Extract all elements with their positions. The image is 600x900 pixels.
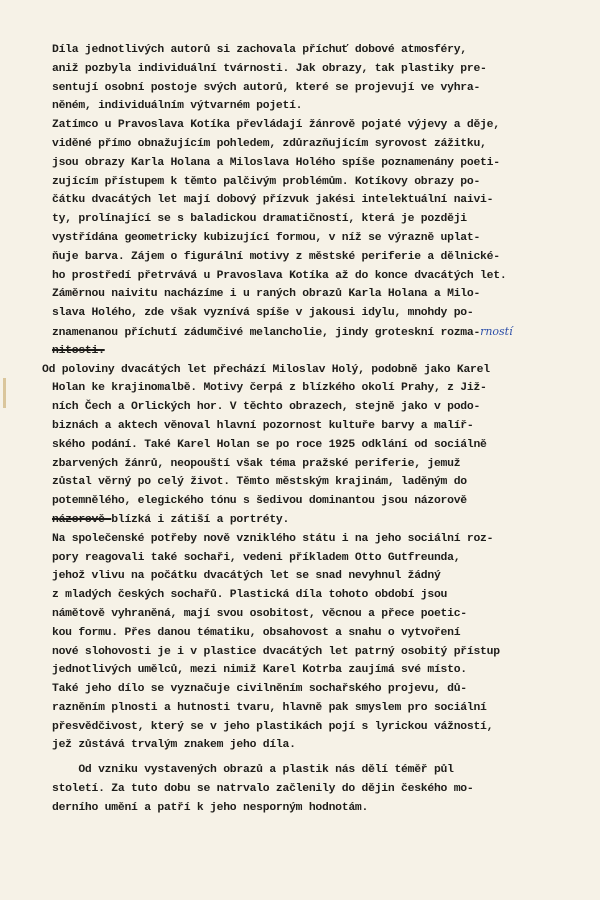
line-text: razněním plnosti a hutnosti tvaru, hlavně pak smyslem pro sociální: [52, 701, 487, 714]
text-line: [52, 511, 580, 530]
line-text: nové slohovosti je i v plastice dvacátých let patrný osobitý přístup: [52, 645, 500, 658]
line-text: přesvědčivost, který se v jeho plastikách pojí s lyrickou vážností,: [52, 720, 494, 733]
text-line: [52, 267, 580, 286]
text-line: [52, 173, 580, 192]
line-text: ho prostředí přetrvává u Pravoslava Kotíka až do konce dvacátých let.: [52, 269, 507, 282]
line-text: biznách a aktech věnoval hlavní pozornost kultuře barvy a malíř-: [52, 419, 474, 432]
text-line: [52, 455, 580, 474]
line-text: zbarvených žánrů, neopouští však téma pražské periferie, jemuž: [52, 457, 461, 470]
struck-word: názorově: [52, 513, 112, 526]
line-text: jehož vlivu na počátku dvacátých let se snad nevyhnul žádný: [52, 570, 441, 583]
handwritten-correction: rností: [480, 324, 513, 338]
text-line: [52, 624, 580, 643]
line-text: aniž pozbyla individuální tvárnosti. Jak obrazy, tak plastiky pre-: [52, 62, 487, 75]
text-line: [52, 79, 580, 98]
line-text: potemnělého, elegického tónu s šedivou dominantou jsou názorově: [52, 495, 467, 508]
text-block: [42, 41, 580, 818]
line-text: Od poloviny dvacátých let přechází Miloslav Holý, podobně jako Karel: [42, 363, 490, 376]
text-line: [52, 417, 580, 436]
line-text: vystřídána geometricky kubizující formou, v níž se výrazně uplat-: [52, 231, 481, 244]
text-line: [52, 191, 580, 210]
line-text: jsou obrazy Karla Holana a Miloslava Holého spíše poznamenány poeti-: [52, 156, 500, 169]
text-line: [52, 154, 580, 173]
text-line: [52, 248, 580, 267]
line-text: ňuje barva. Zájem o figurální motivy z městské periferie a dělnické-: [52, 250, 500, 263]
line-text: pory reagovali také sochaři, vedeni příkladem Otto Gutfreunda,: [52, 551, 461, 564]
text-line: [52, 398, 580, 417]
text-line: [52, 680, 580, 699]
line-text: blízká i zátiší a portréty.: [111, 513, 290, 526]
text-line: [52, 549, 580, 568]
text-line: [52, 473, 580, 492]
line-text: ty, prolínající se s baladickou dramatičností, která je později: [52, 213, 467, 226]
line-text: z mladých českých sochařů. Plastická díla tohoto období jsou: [52, 589, 448, 602]
line-text: zůstal věrný po celý život. Těmto městským krajinám, laděným do: [52, 476, 467, 489]
text-line: [52, 736, 580, 755]
text-line: [52, 342, 580, 361]
line-text: jež zůstává trvalým znakem jeho díla.: [52, 739, 296, 752]
line-text: století. Za tuto dobu se natrvalo začlenily do dějin českého mo-: [52, 783, 474, 796]
line-text: znamenanou příchutí zádumčivé melancholie, jindy groteskní rozma-: [52, 326, 481, 339]
text-line: [52, 210, 580, 229]
text-line: [52, 761, 580, 780]
text-line: [52, 643, 580, 662]
line-text: Od vzniku vystavených obrazů a plastik nás dělí téměř půl: [52, 764, 454, 777]
line-text: ních Čech a Orlických hor. V těchto obrazech, stejně jako v podo-: [52, 401, 481, 414]
line-text: Na společenské potřeby nově vzniklého státu i na jeho sociální roz-: [52, 532, 494, 545]
line-text: slava Holého, zde však vyznívá spíše v jakousi idylu, mnohdy po-: [52, 307, 474, 320]
paper-stain: [3, 378, 6, 408]
text-line: [52, 605, 580, 624]
text-line: [52, 379, 580, 398]
text-line: [52, 586, 580, 605]
line-text: čátku dvacátých let mají dobový přízvuk jakési intelektuální naivi-: [52, 194, 494, 207]
line-text: zujícím přístupem k těmto palčivým problémům. Kotíkovy obrazy po-: [52, 175, 481, 188]
struck-text: nitosti.: [52, 344, 105, 357]
line-text: Holan ke krajinomalbě. Motivy čerpá z blízkého okolí Prahy, z Již-: [52, 382, 487, 395]
line-text: Zatímco u Pravoslava Kotíka převládají žánrově pojaté výjevy a děje,: [52, 119, 500, 132]
text-line: [52, 60, 580, 79]
text-line: [52, 97, 580, 116]
line-text: něném, individuálním výtvarném pojetí.: [52, 100, 303, 113]
line-text: sentují osobní postoje svých autorů, které se projevují ve vyhra-: [52, 81, 481, 94]
text-line: [52, 492, 580, 511]
line-text: Také jeho dílo se vyznačuje civilněním sochařského projevu, dů-: [52, 683, 467, 696]
text-line: [42, 361, 580, 380]
text-line: [52, 285, 580, 304]
text-line: [52, 530, 580, 549]
line-text: Záměrnou naivitu nacházíme i u raných obrazů Karla Holana a Milo-: [52, 288, 481, 301]
text-line: [52, 229, 580, 248]
line-text: jednotlivých umělců, mezi nimiž Karel Kotrba zaujímá své místo.: [52, 664, 467, 677]
line-text: kou formu. Přes danou tématiku, obsahovost a snahu o vytvoření: [52, 626, 461, 639]
text-line: [52, 323, 580, 342]
line-text: ského podání. Také Karel Holan se po roce 1925 odklání od sociálně: [52, 438, 487, 451]
text-line: [52, 567, 580, 586]
line-text: Díla jednotlivých autorů si zachovala příchuť dobové atmosféry,: [52, 44, 467, 56]
line-text: derního umění a patří k jeho nesporným hodnotám.: [52, 801, 369, 814]
text-line: [52, 718, 580, 737]
text-line: [52, 799, 580, 818]
text-line: [52, 135, 580, 154]
line-text: námětově vyhraněná, mají svou osobitost, věcnou a přece poetic-: [52, 607, 467, 620]
text-line: [52, 661, 580, 680]
text-line: [52, 780, 580, 799]
text-line: [52, 41, 580, 60]
text-line: [52, 699, 580, 718]
text-line: [52, 304, 580, 323]
text-line: [52, 436, 580, 455]
text-line: [52, 116, 580, 135]
line-text: viděné přímo obnažujícím pohledem, zdůrazňujícím syrovost zážitku,: [52, 137, 487, 150]
